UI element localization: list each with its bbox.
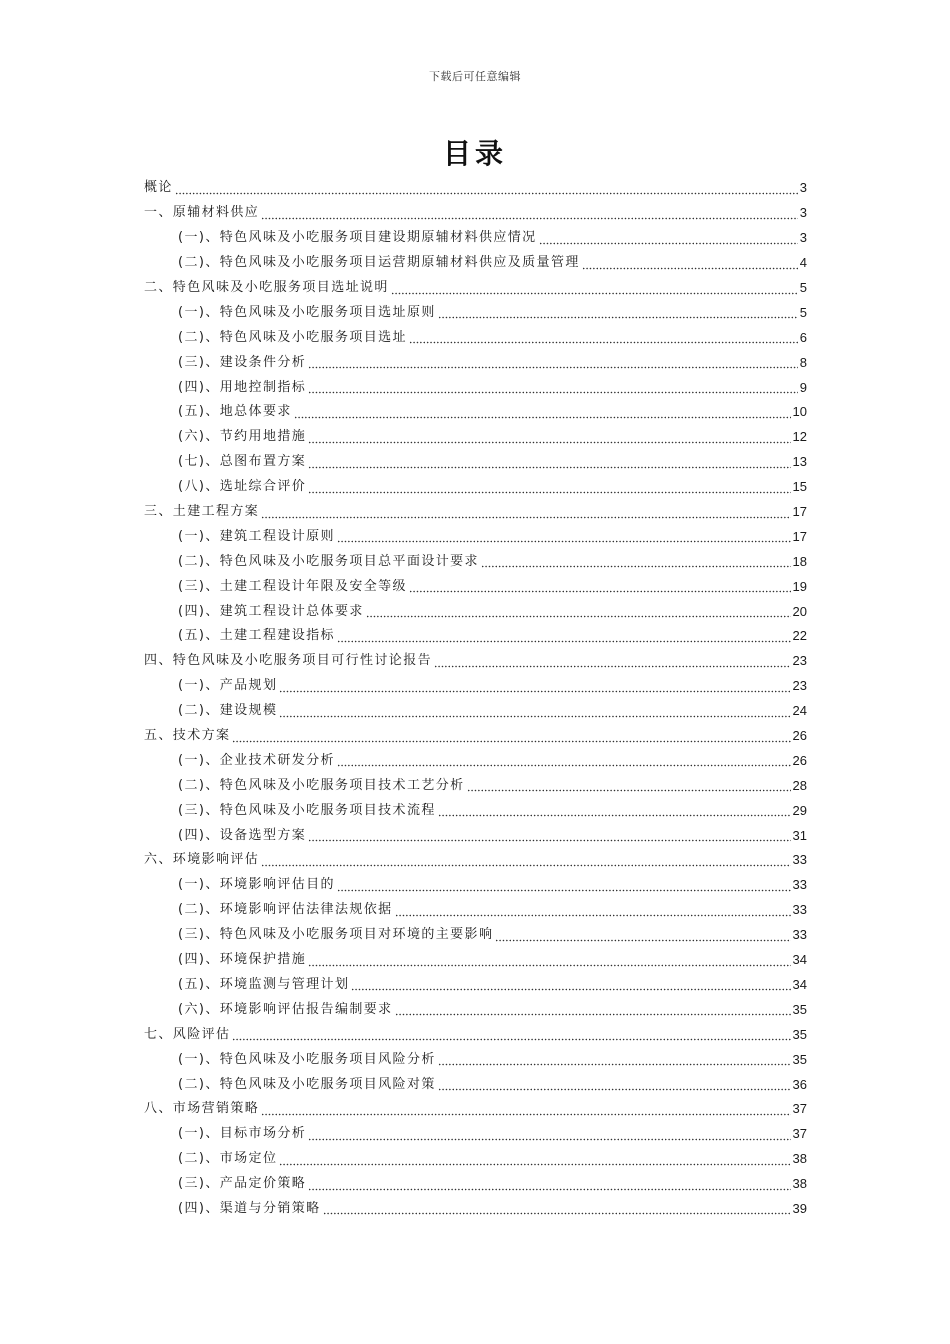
header-note: 下载后可任意编辑 bbox=[429, 70, 521, 83]
dot-leader bbox=[337, 764, 791, 767]
toc-entry-title: (七)、总图布置方案 bbox=[178, 454, 307, 470]
toc-entry-title: (五)、土建工程建设指标 bbox=[178, 628, 335, 644]
toc-entry-title: (六)、环境影响评估报告编制要求 bbox=[178, 1001, 393, 1017]
dot-leader bbox=[261, 1113, 790, 1116]
toc-entry-section[interactable] bbox=[144, 226, 807, 251]
toc-entry-section[interactable] bbox=[144, 549, 807, 574]
toc-entry-title: (四)、用地控制指标 bbox=[178, 379, 307, 395]
toc-page-number: 5 bbox=[799, 304, 807, 320]
toc-entry-section[interactable] bbox=[144, 699, 807, 724]
toc-entry-title: (四)、渠道与分销策略 bbox=[178, 1200, 321, 1216]
toc-entry-title: (三)、产品定价策略 bbox=[178, 1176, 307, 1192]
toc-entry-section[interactable] bbox=[144, 873, 807, 898]
dot-leader bbox=[409, 341, 798, 344]
dot-leader bbox=[351, 988, 790, 991]
toc-entry-section[interactable] bbox=[144, 773, 807, 798]
toc-entry-section[interactable] bbox=[144, 251, 807, 276]
dot-leader bbox=[539, 242, 798, 245]
toc-page-number: 3 bbox=[799, 205, 807, 221]
toc-entry-title: (一)、目标市场分析 bbox=[178, 1126, 307, 1142]
dot-leader bbox=[395, 914, 791, 917]
dot-leader bbox=[261, 864, 790, 867]
toc-entry-title: (二)、特色风味及小吃服务项目选址 bbox=[178, 329, 407, 345]
toc-page-number: 31 bbox=[792, 827, 807, 843]
toc-page-number: 33 bbox=[792, 902, 807, 918]
toc-page-number: 38 bbox=[792, 1176, 807, 1192]
dot-leader bbox=[308, 366, 798, 369]
dot-leader bbox=[232, 1038, 790, 1041]
toc-page-number: 3 bbox=[799, 180, 807, 196]
toc-page-number: 18 bbox=[792, 553, 807, 569]
toc-page-number: 5 bbox=[799, 280, 807, 295]
toc-entry-title: 六、环境影响评估 bbox=[144, 852, 260, 868]
toc-entry-chapter[interactable] bbox=[144, 848, 807, 873]
toc-page-number: 24 bbox=[792, 703, 807, 719]
toc-entry-title: (一)、企业技术研发分析 bbox=[178, 752, 335, 768]
dot-leader bbox=[438, 1063, 791, 1066]
toc-page-number: 34 bbox=[792, 976, 807, 992]
dot-leader bbox=[467, 789, 791, 792]
toc-entry-title: (四)、建筑工程设计总体要求 bbox=[178, 603, 364, 619]
toc-entry-title: 四、特色风味及小吃服务项目可行性讨论报告 bbox=[144, 653, 433, 669]
toc-entry-chapter[interactable] bbox=[144, 649, 807, 674]
toc-entry-title: (一)、特色风味及小吃服务项目风险分析 bbox=[178, 1051, 436, 1067]
toc-page-number: 4 bbox=[799, 255, 807, 271]
toc-entry-section[interactable] bbox=[144, 948, 807, 973]
dot-leader bbox=[308, 1138, 790, 1141]
toc-entry-title: (一)、特色风味及小吃服务项目选址原则 bbox=[178, 304, 436, 320]
dot-leader bbox=[232, 740, 790, 743]
toc-page-number: 37 bbox=[792, 1126, 807, 1142]
toc-page-number: 38 bbox=[792, 1151, 807, 1167]
toc-page-number: 39 bbox=[792, 1200, 807, 1216]
dot-leader bbox=[391, 292, 798, 295]
toc-entry-title: (二)、环境影响评估法律法规依据 bbox=[178, 902, 393, 918]
toc-entry-chapter[interactable] bbox=[144, 276, 807, 301]
toc-entry-section[interactable] bbox=[144, 574, 807, 599]
toc-entry-section[interactable] bbox=[144, 674, 807, 699]
toc-entry-section[interactable] bbox=[144, 425, 807, 450]
toc-entry-section[interactable] bbox=[144, 400, 807, 425]
toc-page-number: 15 bbox=[792, 479, 807, 495]
dot-leader bbox=[434, 665, 791, 668]
dot-leader bbox=[261, 516, 790, 519]
toc-entry-title: (五)、环境监测与管理计划 bbox=[178, 976, 350, 992]
toc-entry-section[interactable] bbox=[144, 1172, 807, 1197]
dot-leader bbox=[175, 192, 798, 195]
toc-entry-title: (四)、环境保护措施 bbox=[178, 952, 307, 968]
toc-entry-title: (四)、设备选型方案 bbox=[178, 827, 307, 843]
dot-leader bbox=[308, 964, 790, 967]
toc-page-number: 29 bbox=[792, 802, 807, 818]
toc-entry-section[interactable] bbox=[144, 973, 807, 998]
toc-entry-title: (八)、选址综合评价 bbox=[178, 479, 307, 495]
dot-leader bbox=[495, 939, 790, 942]
toc-entry-section[interactable] bbox=[144, 524, 807, 549]
toc-page-number: 10 bbox=[792, 404, 807, 420]
toc-entry-section[interactable] bbox=[144, 375, 807, 400]
toc-entry-title: (六)、节约用地措施 bbox=[178, 429, 307, 445]
toc-entry-chapter[interactable] bbox=[144, 176, 807, 201]
dot-leader bbox=[308, 839, 790, 842]
toc-entry-title: (二)、特色风味及小吃服务项目风险对策 bbox=[178, 1076, 436, 1092]
toc-entry-section[interactable] bbox=[144, 798, 807, 823]
toc-entry-title: (三)、土建工程设计年限及安全等级 bbox=[178, 578, 407, 594]
toc-entry-title: (二)、市场定位 bbox=[178, 1151, 278, 1167]
toc-entry-section[interactable] bbox=[144, 1072, 807, 1097]
toc-entry-title: (二)、特色风味及小吃服务项目总平面设计要求 bbox=[178, 553, 479, 569]
toc-entry-title: 一、原辅材料供应 bbox=[144, 205, 260, 221]
toc-page-number: 28 bbox=[792, 777, 807, 793]
toc-page-number: 12 bbox=[792, 429, 807, 445]
toc-entry-section[interactable] bbox=[144, 1197, 807, 1222]
toc-page-number: 33 bbox=[792, 877, 807, 893]
toc-entry-title: 概论 bbox=[144, 180, 173, 196]
toc-entry-section[interactable] bbox=[144, 599, 807, 624]
toc-entry-title: (一)、产品规划 bbox=[178, 678, 278, 694]
toc-entry-section[interactable] bbox=[144, 1147, 807, 1172]
toc-entry-chapter[interactable] bbox=[144, 1097, 807, 1122]
toc-page-number: 35 bbox=[792, 1026, 807, 1042]
toc-entry-section[interactable] bbox=[144, 748, 807, 773]
toc-entry-section[interactable] bbox=[144, 325, 807, 350]
toc-entry-title: (二)、特色风味及小吃服务项目运营期原辅材料供应及质量管理 bbox=[178, 255, 580, 271]
dot-leader bbox=[279, 1163, 790, 1166]
toc-entry-title: (三)、特色风味及小吃服务项目技术流程 bbox=[178, 802, 436, 818]
toc-entry-title: (三)、建设条件分析 bbox=[178, 354, 307, 370]
toc-entry-section[interactable] bbox=[144, 997, 807, 1022]
toc-entry-title: (二)、特色风味及小吃服务项目技术工艺分析 bbox=[178, 777, 465, 793]
toc-entry-chapter[interactable] bbox=[144, 201, 807, 226]
dot-leader bbox=[323, 1212, 791, 1215]
dot-leader bbox=[308, 391, 798, 394]
toc-entry-title: 三、土建工程方案 bbox=[144, 504, 260, 520]
toc-page-number: 26 bbox=[792, 752, 807, 768]
toc-page-number: 37 bbox=[792, 1101, 807, 1117]
dot-leader bbox=[337, 640, 791, 643]
toc-page-number: 20 bbox=[792, 603, 807, 619]
toc-entry-chapter[interactable] bbox=[144, 724, 807, 749]
toc-page-number: 26 bbox=[792, 728, 807, 744]
toc-entry-title: 二、特色风味及小吃服务项目选址说明 bbox=[144, 280, 389, 295]
toc-page-number: 19 bbox=[792, 578, 807, 594]
toc-entry-title: 八、市场营销策略 bbox=[144, 1101, 260, 1117]
toc-page-number: 8 bbox=[799, 354, 807, 370]
toc-entry-section[interactable] bbox=[144, 624, 807, 649]
dot-leader bbox=[308, 491, 790, 494]
dot-leader bbox=[481, 565, 791, 568]
dot-leader bbox=[438, 1088, 791, 1091]
toc-page-number: 17 bbox=[792, 528, 807, 544]
toc-page-number: 22 bbox=[792, 628, 807, 644]
dot-leader bbox=[337, 889, 791, 892]
toc-entry-title: (一)、特色风味及小吃服务项目建设期原辅材料供应情况 bbox=[178, 230, 537, 246]
toc-page-number: 35 bbox=[792, 1051, 807, 1067]
toc-page-number: 13 bbox=[792, 454, 807, 470]
toc-entry-title: (二)、建设规模 bbox=[178, 703, 278, 719]
toc-entry-title: 七、风险评估 bbox=[144, 1026, 231, 1042]
dot-leader bbox=[366, 615, 791, 618]
toc-page-number: 36 bbox=[792, 1076, 807, 1092]
dot-leader bbox=[438, 814, 791, 817]
dot-leader bbox=[409, 590, 791, 593]
dot-leader bbox=[261, 217, 798, 220]
dot-leader bbox=[279, 715, 790, 718]
toc-list bbox=[144, 176, 807, 1221]
toc-page-number: 35 bbox=[792, 1001, 807, 1017]
dot-leader bbox=[337, 540, 791, 543]
dot-leader bbox=[308, 1188, 790, 1191]
toc-page-number: 23 bbox=[792, 678, 807, 694]
toc-page-number: 23 bbox=[792, 653, 807, 669]
dot-leader bbox=[438, 316, 798, 319]
toc-page-number: 3 bbox=[799, 230, 807, 246]
toc-title: 目录 bbox=[442, 137, 507, 170]
toc-entry-chapter[interactable] bbox=[144, 1022, 807, 1047]
toc-entry-chapter[interactable] bbox=[144, 500, 807, 525]
toc-entry-title: (三)、特色风味及小吃服务项目对环境的主要影响 bbox=[178, 927, 494, 943]
toc-entry-section[interactable] bbox=[144, 350, 807, 375]
toc-page-number: 34 bbox=[792, 952, 807, 968]
toc-entry-section[interactable] bbox=[144, 450, 807, 475]
toc-entry-section[interactable] bbox=[144, 1122, 807, 1147]
toc-entry-title: (一)、环境影响评估目的 bbox=[178, 877, 335, 893]
toc-entry-section[interactable] bbox=[144, 475, 807, 500]
toc-entry-section[interactable] bbox=[144, 300, 807, 325]
toc-entry-title: 五、技术方案 bbox=[144, 728, 231, 744]
toc-page-number: 6 bbox=[799, 329, 807, 345]
toc-entry-title: (一)、建筑工程设计原则 bbox=[178, 528, 335, 544]
dot-leader bbox=[308, 441, 790, 444]
toc-page-number: 17 bbox=[792, 504, 807, 520]
toc-page-number: 33 bbox=[792, 852, 807, 868]
toc-entry-section[interactable] bbox=[144, 1047, 807, 1072]
dot-leader bbox=[294, 416, 791, 419]
dot-leader bbox=[582, 267, 798, 270]
toc-entry-section[interactable] bbox=[144, 898, 807, 923]
dot-leader bbox=[395, 1013, 791, 1016]
toc-page-number: 33 bbox=[792, 927, 807, 943]
dot-leader bbox=[279, 690, 790, 693]
toc-entry-section[interactable] bbox=[144, 823, 807, 848]
dot-leader bbox=[308, 466, 790, 469]
toc-entry-title: (五)、地总体要求 bbox=[178, 404, 292, 420]
toc-entry-section[interactable] bbox=[144, 923, 807, 948]
toc-page-number: 9 bbox=[799, 379, 807, 395]
